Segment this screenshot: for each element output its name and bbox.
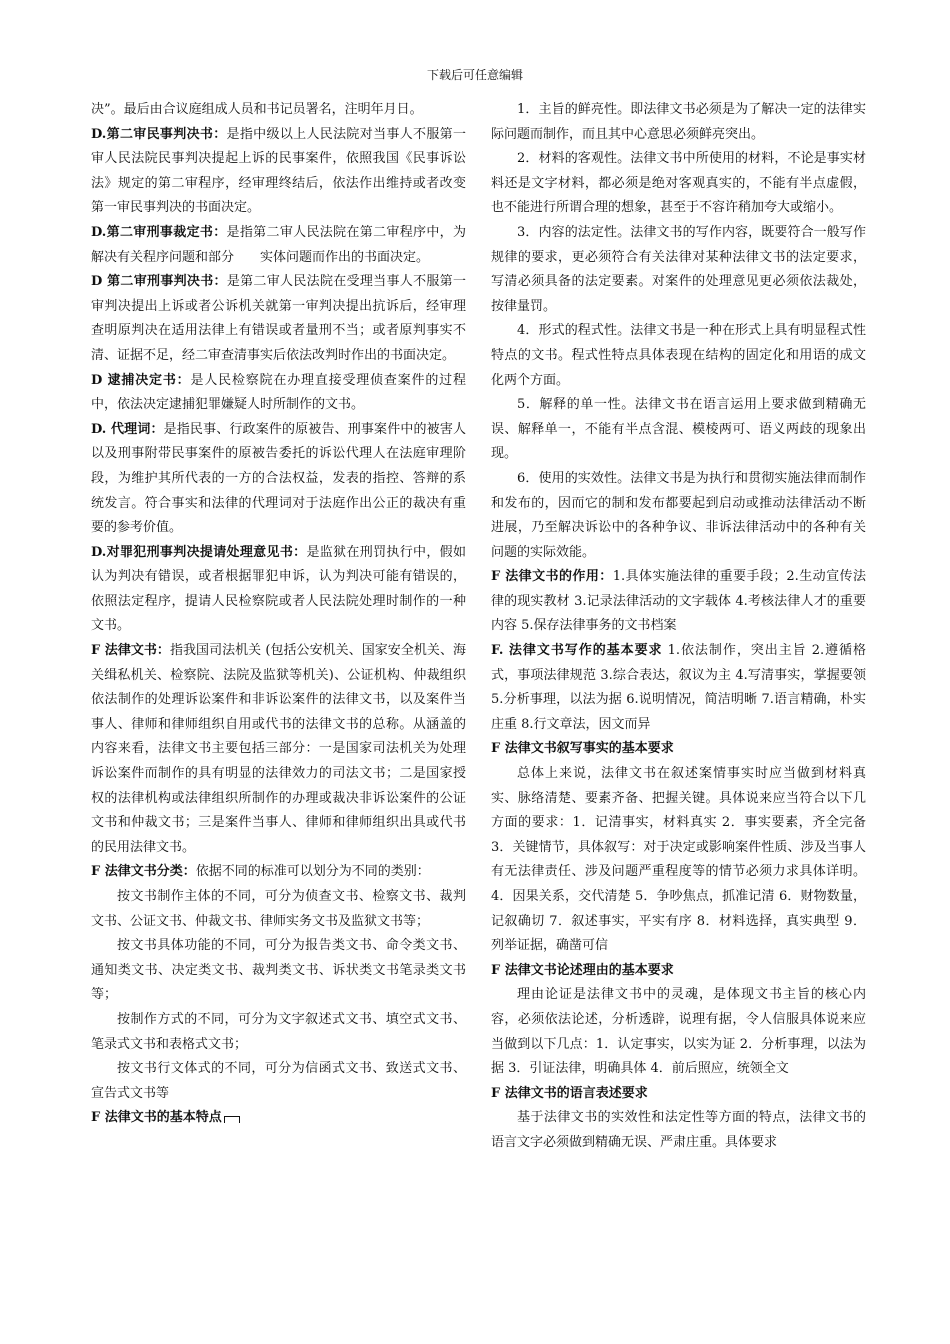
paragraph <box>491 737 866 762</box>
paragraph <box>91 369 466 418</box>
paragraph-text: 5．解释的单一性。法律文书在语言运用上要求做到精确无误、解释单一，不能有半点含混、模棱两可、语义两歧的现象出现。 <box>491 397 866 462</box>
paragraph <box>491 1082 866 1107</box>
paragraph-text: 决”。最后由合议庭组成人员和书记员署名，注明年月日。 <box>91 102 423 117</box>
paragraph-text: 1.具体实施法律的重要手段；2.生动宣传法律的现实教材 3.记录法律活动的文字载体 4.考核法律人才的重要内容 5.保存法律事务的文书档案 <box>491 569 866 634</box>
paragraph-term: F. 法律文书写作的基本要求 <box>491 643 663 659</box>
paragraph-text: 是指民事、行政案件的原被告、刑事案件中的被害人以及刑事附带民事案件的原被告委托的诉讼代理人在法庭审理阶段，为维护其所代表的一方的合法权益，发表的指控、答辩的系统发言。符合事实和法律的代理词对于法庭作出公正的裁决有重要的参考价值。 <box>91 421 466 536</box>
right-column <box>491 98 866 1156</box>
paragraph <box>91 1106 466 1131</box>
paragraph <box>491 983 866 1081</box>
paragraph-term: F 法律文书论述理由的基本要求 <box>491 962 674 978</box>
paragraph-text: 6．使用的实效性。法律文书是为执行和贯彻实施法律而制作和发布的，因而它的制和发布都要起到启动或推动法律活动不断进展，乃至解决诉讼中的各种争议、非诉法律活动中的各种有关问题的实际效能。 <box>491 470 866 560</box>
paragraph-text: 1．主旨的鲜亮性。即法律文书必须是为了解决一定的法律实际问题而制作，而且其中心意思必须鲜亮突出。 <box>491 102 866 142</box>
paragraph-text: 是第二审人民法院在受理当事人不服第一审判决提出上诉或者公诉机关就第一审判决提出抗诉后，经审理查明原判决在适用法律上有错误或者量刑不当；或者原判事实不清、证据不足，经二审查清事实后依法改判时作出的书面决定。 <box>91 274 466 363</box>
page-header: 下载后可任意编辑 <box>426 68 523 82</box>
left-column <box>91 98 466 1131</box>
paragraph-text: 指我国司法机关 (包括公安机关、国家安全机关、海关缉私机关、检察院、法院及监狱等机关)、公证机构、仲裁组织依法制作的处理诉讼案件和非诉讼案件的法律文书，以及案件当事人、律师和律师组织自用或代书的法律文书的总称。从涵盖的内容来看，法律文书主要包括三部分：一是国家司法机关为处理诉讼案件而制作的具有明显的法律效力的司法文书；二是国家授权的法律机构或法律组织所制作的办理或裁决非诉讼案件的公证文书和仲裁文书；三是案件当事人、律师和律师组织出具或代书的民用法律文书。 <box>91 643 466 855</box>
paragraph <box>91 221 466 270</box>
paragraph <box>91 1008 466 1057</box>
paragraph-term: D 逮捕决定书： <box>91 372 191 388</box>
paragraph <box>491 565 866 639</box>
paragraph-text: 1.依法制作，突出主旨 2.遵循格式，事项法律规范 3.综合表达，叙议为主 4.写清事实，掌握要领 5.分析事理，以法为据 6.说明情况，简洁明晰 7.语言精确，朴实庄重 8.行文章法，因文而异 <box>491 643 866 732</box>
paragraph <box>91 123 466 221</box>
paragraph-text: 按文书具体功能的不同，可分为报告类文书、命令类文书、通知类文书、决定类文书、裁判类文书、诉状类文书笔录类文书等； <box>91 938 466 1003</box>
paragraph <box>91 885 466 934</box>
paragraph <box>491 319 866 393</box>
paragraph <box>91 860 466 885</box>
paragraph <box>91 1057 466 1106</box>
paragraph-term: D. 代理词： <box>91 421 164 437</box>
paragraph <box>491 762 866 959</box>
paragraph-text: 按文书制作主体的不同，可分为侦查文书、检察文书、裁判文书、公证文书、仲裁文书、律师实务文书及监狱文书等； <box>91 889 466 929</box>
paragraph <box>491 147 866 221</box>
paragraph-text: 依据不同的标准可以划分为不同的类别： <box>195 864 430 880</box>
paragraph <box>91 418 466 541</box>
paragraph <box>491 639 866 737</box>
paragraph <box>491 393 866 467</box>
paragraph-text: 按制作方式的不同，可分为文字叙述式文书、填空式文书、笔录式文书和表格式文书； <box>91 1011 466 1052</box>
paragraph-text: 总体上来说，法律文书在叙述案情事实时应当做到材料真实、脉络清楚、要素齐备、把握关键。具体说来应当符合以下几方面的要求：1．记清事实，材料真实 2．事实要素，齐全完备 3．关键情节，具体叙写：对于决定或影响案件性质、涉及当事人有无法律责任、涉及问题严重程度等的情节必须力求具体详明。4．因果关系，交代清楚 5．争吵焦点，抓准记清 6．财物数量，记叙确切 7．叙述事实，平实有序 8．材料选择，真实典型 9．列举证据，确凿可信 <box>491 766 866 954</box>
paragraph-text: 是指第二审人民法院在第二审程序中，为解决有关程序问题和部分 实体问题而作出的书面决定。 <box>91 224 466 265</box>
paragraph-term: D.第二审刑事裁定书： <box>91 224 227 240</box>
paragraph-text: 2．材料的客观性。法律文书中所使用的材料，不论是事实材料还是文字材料，都必须是绝对客观真实的，不能有半点虚假，也不能进行所谓合理的想象，甚至于不容许稍加夸大或缩小。 <box>491 151 866 216</box>
paragraph <box>491 1106 866 1155</box>
paragraph <box>491 221 866 319</box>
paragraph-term: F 法律文书： <box>91 643 170 659</box>
bracket-mark-icon <box>224 1116 240 1123</box>
paragraph-text: 按文书行文体式的不同，可分为信函式文书、致送式文书、宣告式文书等 <box>91 1061 466 1101</box>
paragraph-text: 基于法律文书的实效性和法定性等方面的特点，法律文书的语言文字必须做到精确无误、严肃庄重。具体要求 <box>491 1110 866 1150</box>
paragraph-term: F 法律文书分类： <box>91 864 196 880</box>
paragraph-text: 是人民检察院在办理直接受理侦查案件的过程中，依法决定逮捕犯罪嫌疑人时所制作的文书。 <box>91 372 466 413</box>
paragraph-text: 4．形式的程式性。法律文书是一种在形式上具有明显程式性特点的文书。程式性特点具体表现在结构的固定化和用语的成文化两个方面。 <box>491 323 866 388</box>
paragraph-term: D 第二审刑事判决书： <box>91 274 227 290</box>
paragraph <box>491 959 866 984</box>
paragraph-term: F 法律文书叙写事实的基本要求 <box>491 741 674 757</box>
paragraph <box>91 270 466 368</box>
paragraph-term: F 法律文书的基本特点 <box>91 1110 222 1126</box>
paragraph <box>491 467 866 565</box>
paragraph <box>91 934 466 1008</box>
paragraph-term: D.第二审民事判决书： <box>91 126 227 142</box>
paragraph-text: 理由论证是法律文书中的灵魂，是体现文书主旨的核心内容，必须依法论述，分析透辟，说理有据，令人信服具体说来应当做到以下几点：1．认定事实，以实为证 2．分析事理，以法为据 3．引证法律，明确具体 4．前后照应，统领全文 <box>491 987 866 1077</box>
paragraph-term: F 法律文书的作用： <box>491 569 613 585</box>
paragraph-text: 是指中级以上人民法院对当事人不服第一审人民法院民事判决提起上诉的民事案件，依照我国《民事诉讼法》规定的第二审程序，经审理终结后，依法作出维持或者改变第一审民事判决的书面决定。 <box>91 126 466 216</box>
paragraph <box>91 98 466 123</box>
paragraph-term: F 法律文书的语言表述要求 <box>491 1085 648 1101</box>
paragraph <box>91 541 466 639</box>
paragraph <box>491 98 866 147</box>
paragraph <box>91 639 466 860</box>
paragraph-text: 是监狱在刑罚执行中，假如认为判决有错误，或者根据罪犯申诉，认为判决可能有错误的，依照法定程序，提请人民检察院或者人民法院处理时制作的一种文书。 <box>91 544 466 634</box>
paragraph-term: D.对罪犯刑事判决提请处理意见书： <box>91 544 307 560</box>
paragraph-text: 3．内容的法定性。法律文书的写作内容，既要符合一般写作规律的要求，更必须符合有关法律对某种法律文书的法定要求，写清必须具备的法定要素。对案件的处理意见更必须依法裁处，按律量罚。 <box>491 224 866 314</box>
